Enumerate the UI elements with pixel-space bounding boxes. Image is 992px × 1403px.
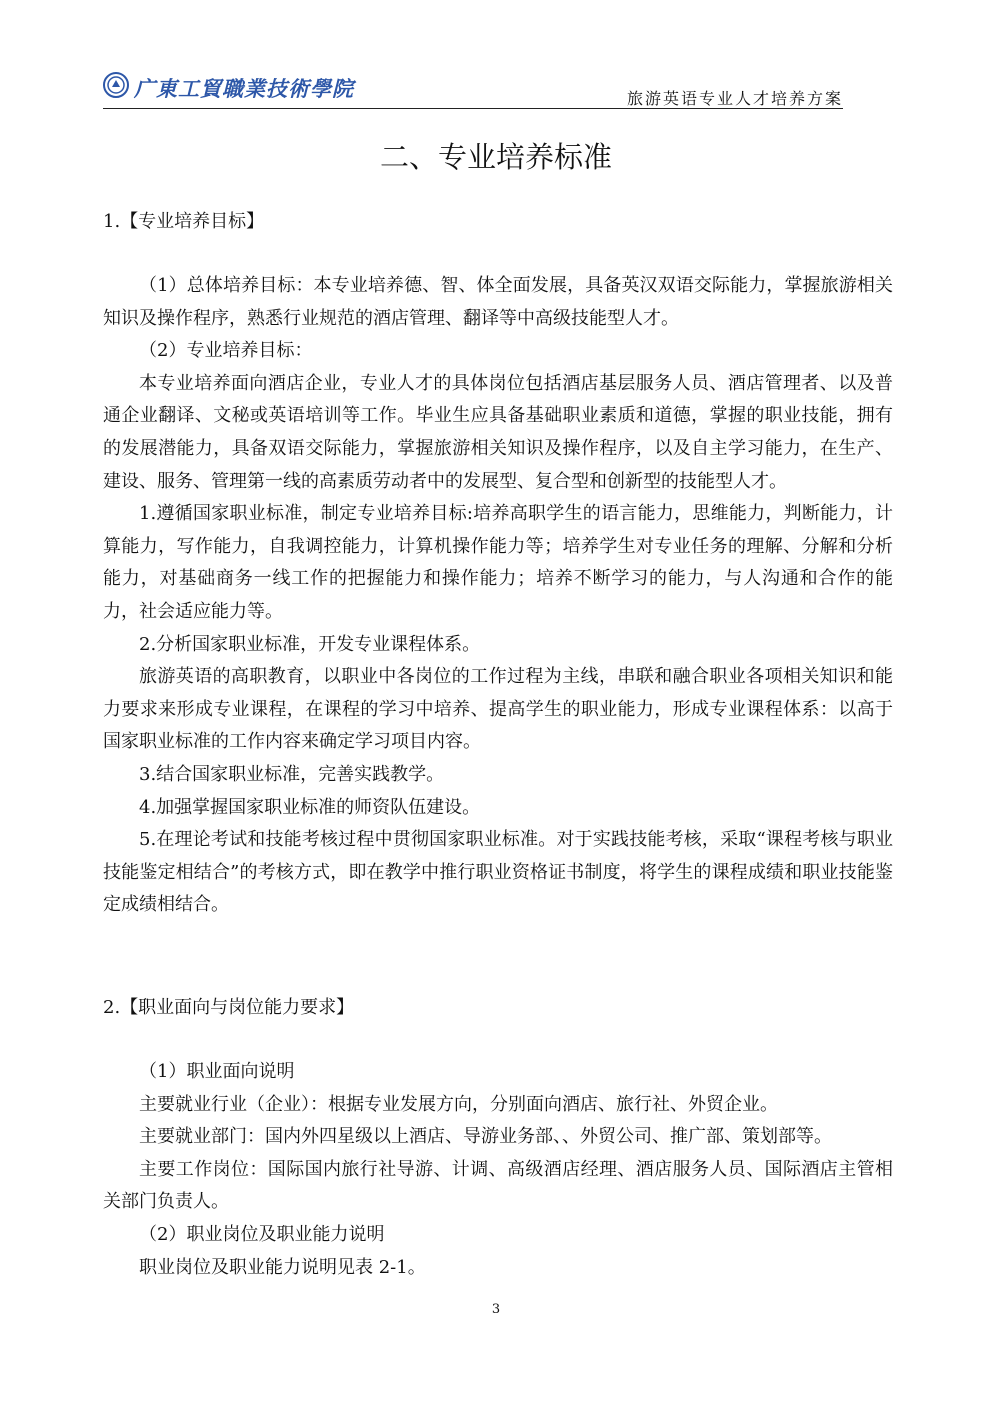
paragraph: （2）专业培养目标： bbox=[139, 340, 313, 362]
paragraph: 职业岗位及职业能力说明见表 2-1。 bbox=[139, 1256, 426, 1278]
paragraph: （1）职业面向说明 bbox=[139, 1061, 295, 1082]
paragraph: 主要就业部门：国内外四星级以上酒店、导游业务部、、外贸公司、推广部、策划部等。 bbox=[139, 1126, 832, 1148]
school-emblem-icon bbox=[103, 72, 129, 98]
paragraph: （2）职业岗位及职业能力说明 bbox=[139, 1223, 385, 1245]
section-heading: 1.【专业培养目标】 bbox=[103, 211, 265, 232]
paragraph: 主要就业行业（企业）：根据专业发展方向，分别面向酒店、旅行社、外贸企业。 bbox=[139, 1093, 778, 1115]
paragraph: 本专业培养面向酒店企业，专业人才的具体岗位包括酒店基层服务人员、酒店管理者、以及普通企业翻译、文秘或英语培训等工作。毕业生应具备基础职业素质和道德，掌握的职业技能，拥有的发展潜能力，具备双语交际能力，掌握旅游相关知识及操作程序，以及自主学习能力，在生产、建设、服务、管理第一线的高素质劳动者中的发展型、复合型和创新型的技能型人才。 bbox=[103, 372, 893, 492]
section-career-orientation bbox=[103, 992, 893, 1025]
page-header bbox=[103, 68, 843, 109]
page-number: 3 bbox=[491, 1302, 501, 1317]
paragraph: （1）总体培养目标：本专业培养德、智、体全面发展，具备英汉双语交际能力，掌握旅游相关知识及操作程序，熟悉行业规范的酒店管理、翻译等中高级技能型人才。 bbox=[103, 275, 893, 329]
document-title: 旅游英语专业人才培养方案 bbox=[626, 89, 843, 108]
paragraph: 5.在理论考试和技能考核过程中贯彻国家职业标准。对于实践技能考核，采取“课程考核与职业技能鉴定相结合”的考核方式，即在教学中推行职业资格证书制度，将学生的课程成绩和职业技能鉴定成绩相结合。 bbox=[103, 829, 893, 916]
section-career-orientation-body bbox=[103, 1056, 893, 1284]
section-heading: 2.【职业面向与岗位能力要求】 bbox=[103, 997, 355, 1018]
paragraph: 2.分析国家职业标准，开发专业课程体系。 bbox=[139, 633, 481, 655]
page-title: 二、专业培养标准 bbox=[379, 140, 612, 174]
section-training-goals-body bbox=[103, 270, 893, 922]
section-training-goals bbox=[103, 206, 893, 239]
paragraph: 4.加强掌握国家职业标准的师资队伍建设。 bbox=[139, 796, 481, 818]
paragraph: 1.遵循国家职业标准，制定专业培养目标:培养高职学生的语言能力，思维能力，判断能力，计算能力，写作能力，自我调控能力，计算机操作能力等；培养学生对专业任务的理解、分解和分析能力，对基础商务一线工作的把握能力和操作能力；培养不断学习的能力，与人沟通和合作的能力，社会适应能力等。 bbox=[103, 503, 893, 622]
paragraph: 主要工作岗位：国际国内旅行社导游、计调、高级酒店经理、酒店服务人员、国际酒店主管相关部门负责人。 bbox=[103, 1158, 893, 1213]
school-logo-text: 广東工貿職業技術學院 bbox=[134, 76, 354, 101]
paragraph: 旅游英语的高职教育，以职业中各岗位的工作过程为主线，串联和融合职业各项相关知识和能力要求来形成专业课程，在课程的学习中培养、提高学生的职业能力，形成专业课程体系：以高于国家职业标准的工作内容来确定学习项目内容。 bbox=[103, 666, 893, 753]
paragraph: 3.结合国家职业标准，完善实践教学。 bbox=[139, 763, 445, 785]
